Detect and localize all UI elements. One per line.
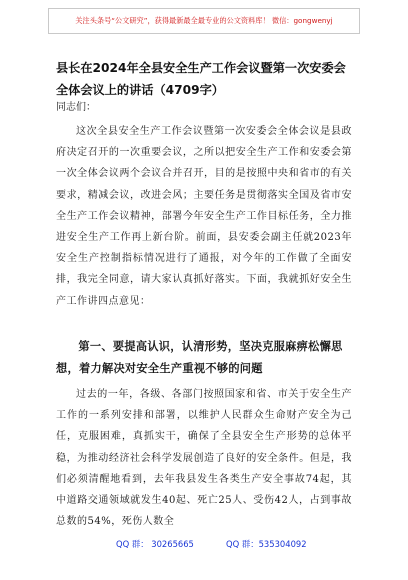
qq-group-2[interactable]: QQ 群：535304092	[226, 539, 307, 549]
body-paragraph-2: 过去的一年，各级、各部门按照国家和省、市关于安全生产工作的一系列安排和部署，以维护人民群众生命财产安全为己任，克服困难，真抓实干，确保了全县安全生产形势的总体平稳，为推动经济社会科学发展创造了良好的安全条件。但是，我们必须清醒地看到，去年我县发生各类生产安全事故74起，其中道路交通领域就发生40起、死亡25人、受伤42人，占到事故总数的54%，死伤人数全	[56, 389, 352, 528]
section-heading-1: 第一、要提高认识，认清形势，坚决克服麻痹松懈思想，着力解决对安全生产重视不够的问题	[56, 340, 343, 375]
qq-group-1[interactable]: QQ 群： 30265665	[116, 539, 194, 549]
promo-banner-text: 关注头条号“公文研究”，获得最新最全最专业的公文资料库！ 微信：gongwenyj	[75, 16, 333, 25]
document-title: 县长在2024年全县安全生产工作会议暨第一次安委会全体会议上的讲话（4709字）	[56, 61, 346, 97]
promo-banner[interactable]	[48, 8, 360, 34]
salutation: 同志们：	[56, 102, 96, 113]
footer-contact	[0, 538, 408, 552]
body-paragraph-1: 这次全县安全生产工作会议暨第一次安委会全体会议是县政府决定召开的一次重要会议，之所以把安全生产工作和安委会第一次全体会议两个会议合并召开，目的是按照中央和省市的有关要求，精减会议，改进会风；主要任务是贯彻落实全国及省市安全生产工作会议精神，部署今年安全生产工作目标任务，全力推进安全生产工作再上新台阶。前面，县安委会副主任就2023年安全生产控制指标情况进行了通报，对今年的工作做了全面安排，我完全同意，请大家认真抓好落实。下面，我就抓好安全生产工作讲四点意见：	[56, 126, 352, 307]
